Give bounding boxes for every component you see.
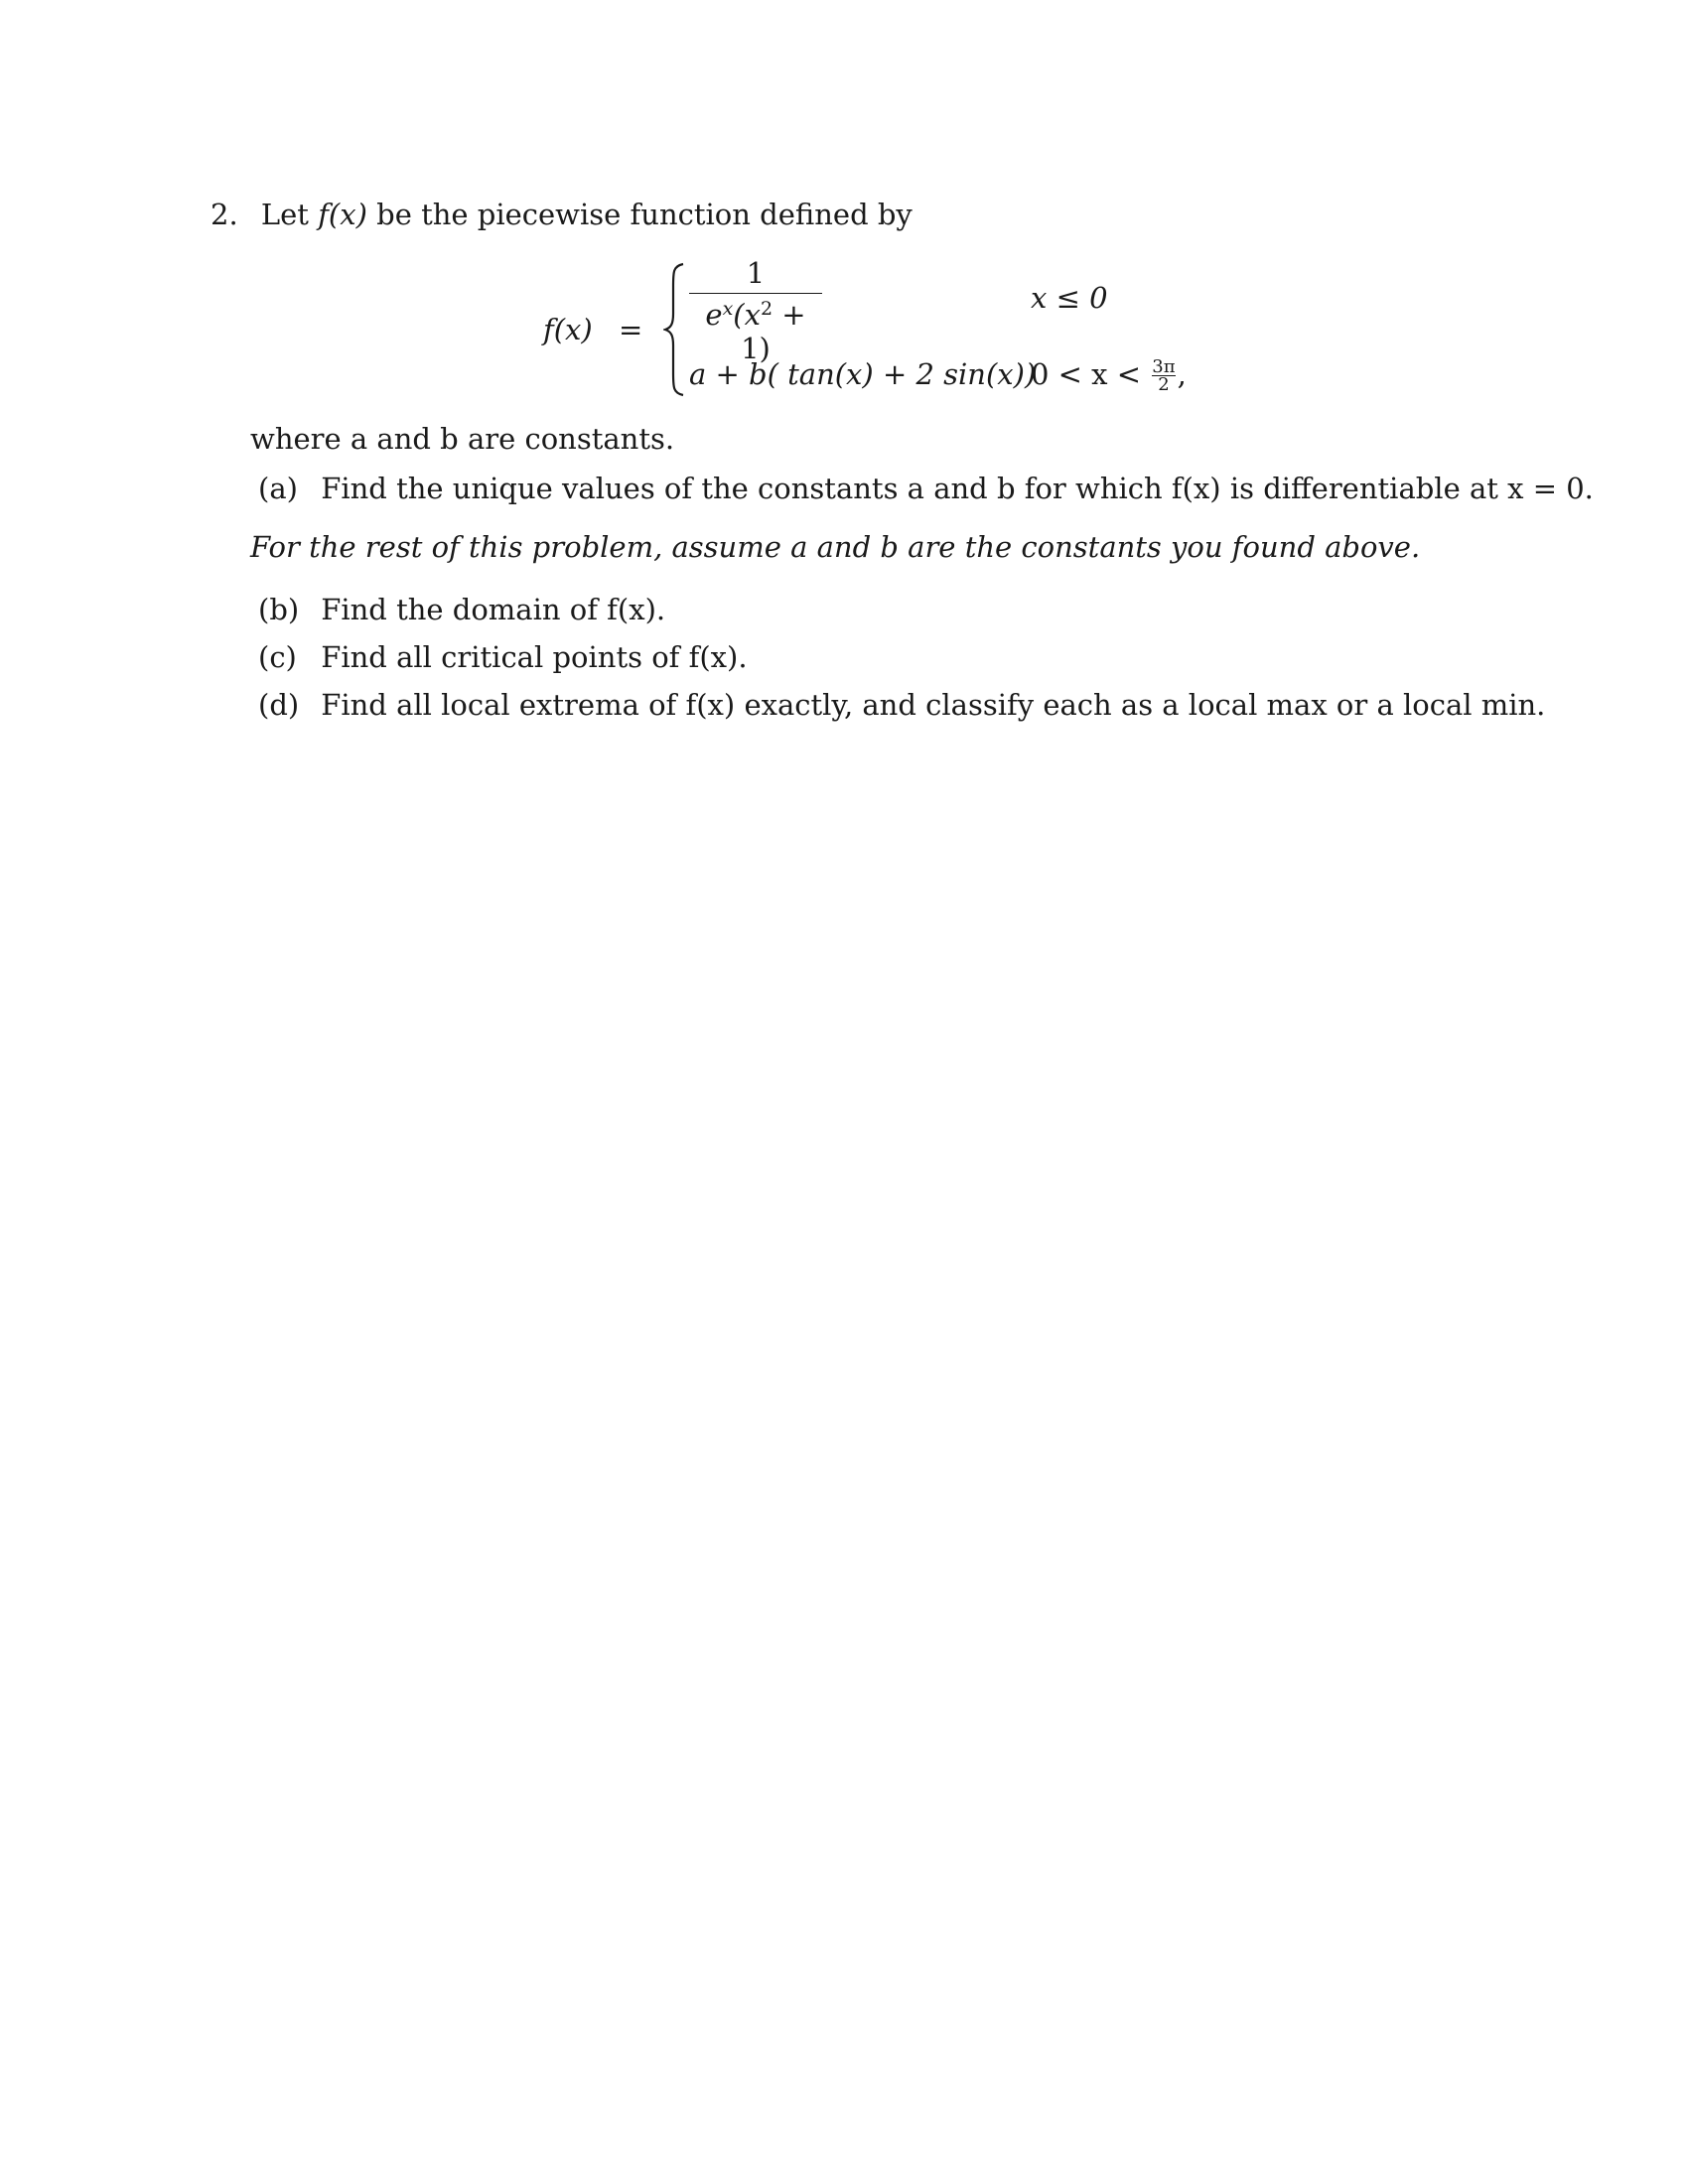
part-a-label: (a) xyxy=(258,472,298,505)
part-c-text: Find all critical points of f(x). xyxy=(321,640,748,674)
part-d-label: (d) xyxy=(258,688,300,722)
case1-condition: x ≤ 0 xyxy=(1031,281,1108,315)
part-b-text: Find the domain of f(x). xyxy=(321,593,666,626)
equals-sign: = xyxy=(619,313,643,346)
problem-intro xyxy=(211,197,913,232)
part-a-text: Find the unique values of the constants a and b for which f(x) is differentiable at x = 0. xyxy=(321,472,1594,505)
three-pi-over-two: $\frac{3\pi}{2}$ xyxy=(1152,356,1176,395)
case2-condition: 0 < x < $\frac{3\pi}{2}$ , xyxy=(1031,356,1187,395)
part-d-text: Find all local extrema of f(x) exactly, and classify each as a local max or a local min. xyxy=(321,688,1546,722)
case2-expression: a + b( tan(x) + 2 sin(x)) xyxy=(689,357,1037,391)
problem-number: 2. xyxy=(211,198,238,231)
assumption-note: For the rest of this problem, assume a and b are the constants you found above. xyxy=(250,530,1421,564)
case1-numerator: 1 xyxy=(746,256,766,290)
left-brace-icon xyxy=(663,262,687,397)
part-c xyxy=(258,639,748,675)
part-d xyxy=(258,687,1545,723)
case1-fraction xyxy=(689,256,822,365)
intro-function: f(x) xyxy=(318,198,367,231)
case1-denominator: $e^x(x^2 + 1)$ xyxy=(705,298,806,365)
part-a xyxy=(258,471,1594,506)
part-b xyxy=(258,592,665,627)
fraction-bar xyxy=(689,293,822,294)
piecewise-lhs: f(x) xyxy=(543,313,593,346)
part-c-label: (c) xyxy=(258,640,297,674)
intro-prefix: Let xyxy=(260,198,309,231)
intro-suffix: be the piecewise function defined by xyxy=(376,198,913,231)
part-b-label: (b) xyxy=(258,593,300,626)
where-line: where a and b are constants. xyxy=(250,422,675,456)
